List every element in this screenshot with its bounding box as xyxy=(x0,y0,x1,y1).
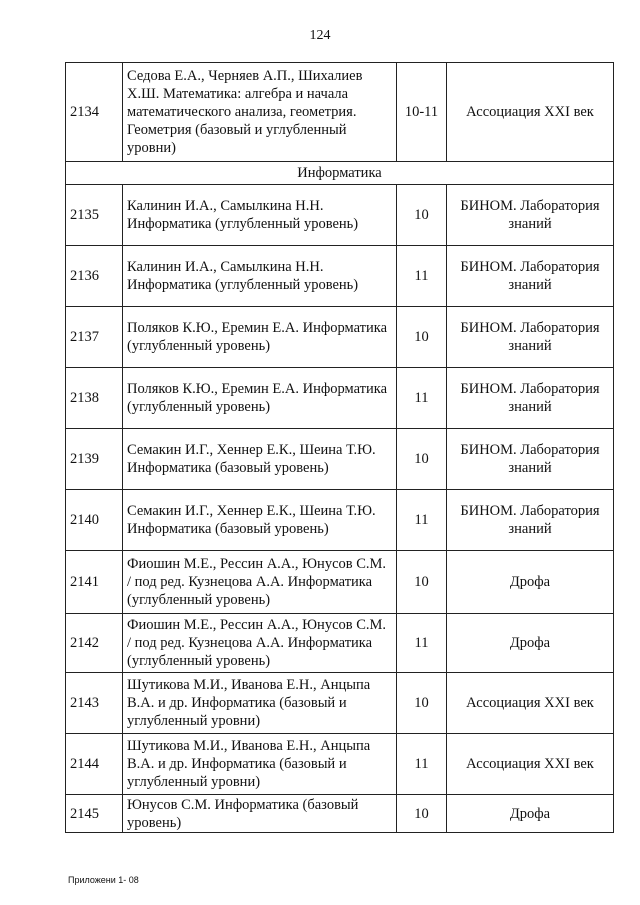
publisher: БИНОМ. Лаборатория знаний xyxy=(447,490,614,551)
row-number: 2138 xyxy=(66,368,123,429)
publisher: БИНОМ. Лаборатория знаний xyxy=(447,307,614,368)
table-row xyxy=(66,614,614,673)
row-number: 2134 xyxy=(66,63,123,162)
row-number: 2139 xyxy=(66,429,123,490)
row-number: 2141 xyxy=(66,551,123,614)
publisher: Ассоциация XXI век xyxy=(447,734,614,795)
publisher: Ассоциация XXI век xyxy=(447,63,614,162)
grade: 10-11 xyxy=(397,63,447,162)
section-heading: Информатика xyxy=(66,162,614,185)
grade: 11 xyxy=(397,490,447,551)
grade: 11 xyxy=(397,246,447,307)
textbook-title: Шутикова М.И., Иванова Е.Н., Анцыпа В.А. и др. Информатика (базовый и углубленный уровни) xyxy=(123,734,397,795)
table-row xyxy=(66,551,614,614)
textbook-title: Калинин И.А., Самылкина Н.Н. Информатика (углубленный уровень) xyxy=(123,185,397,246)
textbook-title: Фиошин М.Е., Рессин А.А., Юнусов С.М. / под ред. Кузнецова А.А. Информатика (углубленный уровень) xyxy=(123,614,397,673)
publisher: Дрофа xyxy=(447,614,614,673)
table-row xyxy=(66,185,614,246)
grade: 10 xyxy=(397,307,447,368)
page-footer: Приложени 1- 08 xyxy=(68,875,139,885)
grade: 10 xyxy=(397,795,447,833)
grade: 11 xyxy=(397,734,447,795)
publisher: БИНОМ. Лаборатория знаний xyxy=(447,429,614,490)
textbook-title: Семакин И.Г., Хеннер Е.К., Шеина Т.Ю. Информатика (базовый уровень) xyxy=(123,490,397,551)
row-number: 2142 xyxy=(66,614,123,673)
grade: 10 xyxy=(397,673,447,734)
grade: 10 xyxy=(397,185,447,246)
row-number: 2145 xyxy=(66,795,123,833)
textbook-title: Калинин И.А., Самылкина Н.Н. Информатика (углубленный уровень) xyxy=(123,246,397,307)
table-row xyxy=(66,490,614,551)
row-number: 2137 xyxy=(66,307,123,368)
textbook-title: Поляков К.Ю., Еремин Е.А. Информатика (углубленный уровень) xyxy=(123,368,397,429)
row-number: 2135 xyxy=(66,185,123,246)
row-number: 2144 xyxy=(66,734,123,795)
table-row xyxy=(66,246,614,307)
textbook-title: Шутикова М.И., Иванова Е.Н., Анцыпа В.А. и др. Информатика (базовый и углубленный уровни) xyxy=(123,673,397,734)
grade: 11 xyxy=(397,614,447,673)
grade: 10 xyxy=(397,551,447,614)
table-row xyxy=(66,795,614,833)
publisher: БИНОМ. Лаборатория знаний xyxy=(447,246,614,307)
textbook-title: Семакин И.Г., Хеннер Е.К., Шеина Т.Ю. Информатика (базовый уровень) xyxy=(123,429,397,490)
textbook-title: Седова Е.А., Черняев А.П., Шихалиев Х.Ш. Математика: алгебра и начала математического анализа, геометрия. Геометрия (базовый и углубленный уровни) xyxy=(123,63,397,162)
table-row xyxy=(66,368,614,429)
page-number: 124 xyxy=(309,28,331,43)
publisher: Дрофа xyxy=(447,795,614,833)
section-heading-row xyxy=(66,162,614,185)
row-number: 2143 xyxy=(66,673,123,734)
table-row xyxy=(66,429,614,490)
textbook-title: Поляков К.Ю., Еремин Е.А. Информатика (углубленный уровень) xyxy=(123,307,397,368)
table-row xyxy=(66,63,614,162)
row-number: 2136 xyxy=(66,246,123,307)
publisher: БИНОМ. Лаборатория знаний xyxy=(447,185,614,246)
publisher: Дрофа xyxy=(447,551,614,614)
textbook-title: Юнусов С.М. Информатика (базовый уровень) xyxy=(123,795,397,833)
publisher: БИНОМ. Лаборатория знаний xyxy=(447,368,614,429)
row-number: 2140 xyxy=(66,490,123,551)
textbook-title: Фиошин М.Е., Рессин А.А., Юнусов С.М. / под ред. Кузнецова А.А. Информатика (углубленный уровень) xyxy=(123,551,397,614)
table-row xyxy=(66,307,614,368)
grade: 10 xyxy=(397,429,447,490)
publisher: Ассоциация XXI век xyxy=(447,673,614,734)
table-row xyxy=(66,673,614,734)
textbook-table xyxy=(65,62,614,833)
table-row xyxy=(66,734,614,795)
grade: 11 xyxy=(397,368,447,429)
